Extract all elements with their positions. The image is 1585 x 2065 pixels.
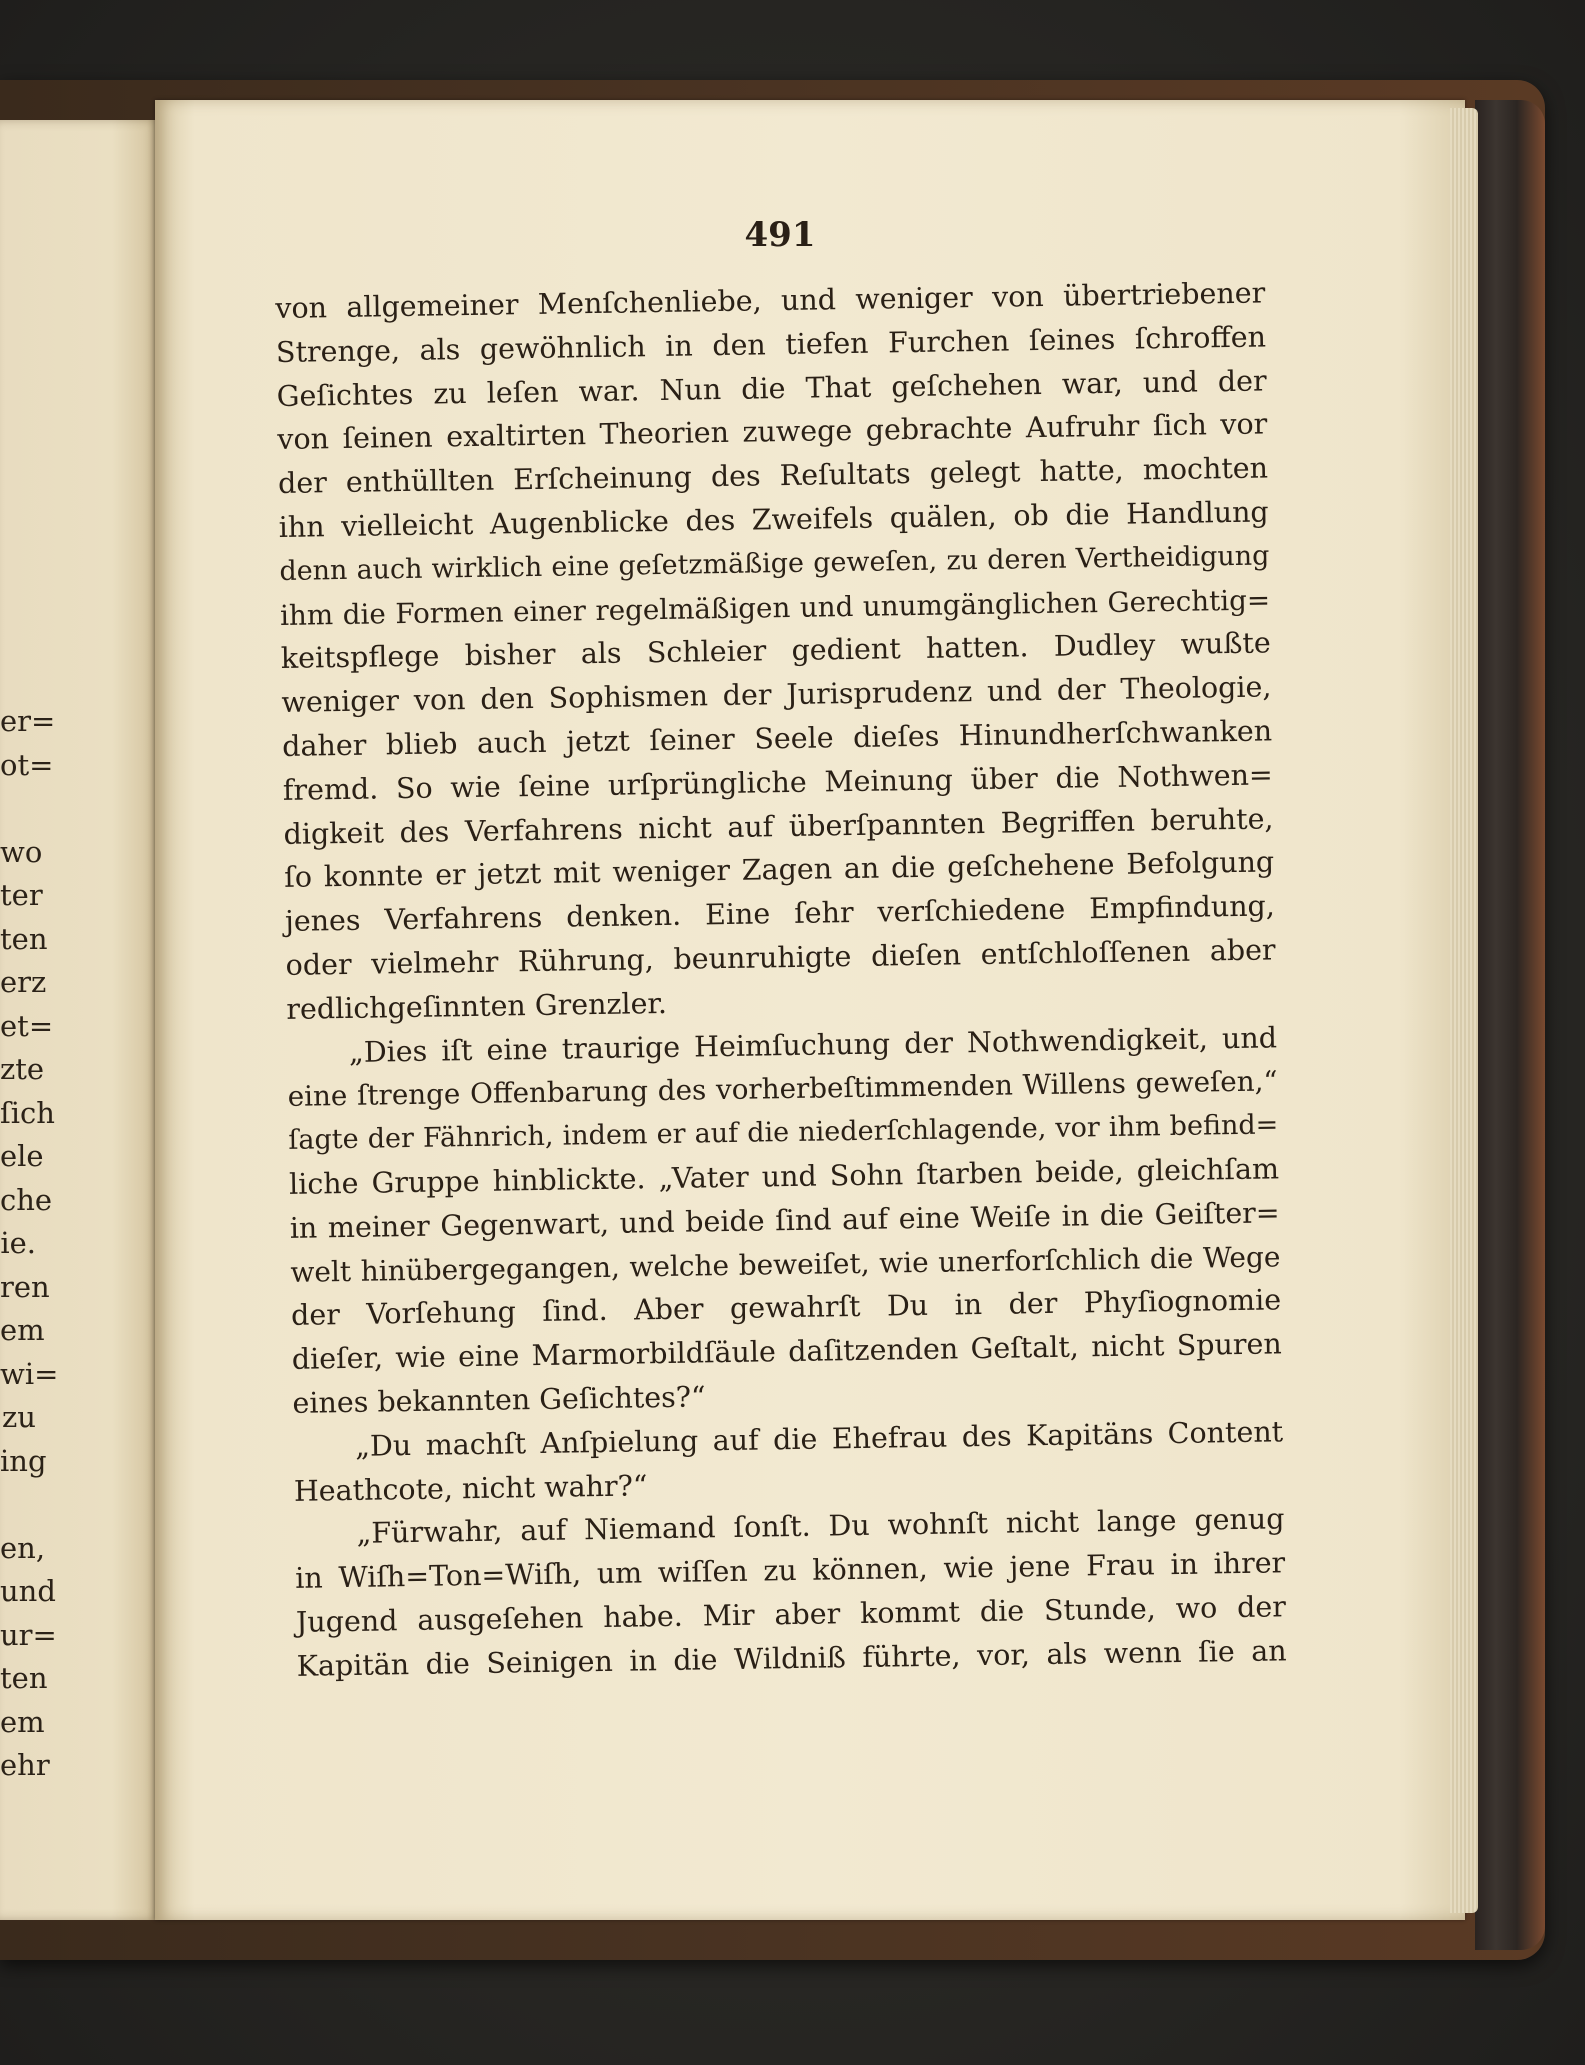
left-page-fragment: zu [2,1400,36,1434]
left-page [0,120,160,1920]
left-page-fragment: und [0,1574,56,1608]
text-line: der enthüllten Erſcheinung des Reſultats gelegt hatte, mochten [277,451,1269,501]
text-line: Kapitän die Seinigen in die Wildniß führte, vor, als wenn ſie an [296,1633,1287,1683]
book-cover-edge [1475,100,1545,1950]
text-line: jenes Verfahrens denken. Eine ſehr verſchiedene Empfindung, [284,889,1276,939]
text-line: Geſichtes zu leſen war. Nun die That geſchehen war, und der [276,364,1267,413]
left-page-fragment: erz [0,965,47,999]
left-page-fragment: ur= [0,1617,57,1652]
text-line: dieſer, wie eine Marmorbildſäule daſitzenden Geſtalt, nicht Spuren [291,1327,1282,1376]
left-page-text-fragments [0,700,150,1788]
text-line: redlichgeſinnten Grenzler. [286,986,668,1026]
left-page-fragment: ele [0,1139,44,1173]
text-line: digkeit des Verfahrens nicht auf überſpannten Begriffen beruhte, [283,801,1274,851]
text-line: Strenge, als gewöhnlich in den tiefen Furchen ſeines ſchroffen [275,320,1267,369]
page-stack-edge [1450,108,1478,1913]
page-number: 491 [744,215,816,255]
left-page-fragment: ehr [0,1748,50,1782]
left-page-fragment [0,787,150,831]
text-line: „Dies iſt eine traurige Heimſuchung der Nothwendigkeit, und [348,1020,1278,1069]
text-line: der Vorſehung ſind. Aber gewahrſt Du in der Phyſiognomie [290,1283,1282,1333]
left-page-fragment: ot= [0,747,54,782]
text-line: keitspflege bisher als Schleier gedient hatten. Dudley wußte [280,626,1271,676]
text-line: eines bekannten Geſichtes?“ [292,1380,706,1420]
text-line: „Du machſt Anſpielung auf die Ehefrau des Kapitäns Content [354,1415,1284,1463]
left-page-fragment: ten [0,1661,48,1695]
text-line: von ſeinen exaltirten Theorien zuwege gebrachte Aufruhr ſich vor [277,407,1268,457]
left-page-fragment: er= [0,704,56,738]
left-page-fragment: zte [0,1052,45,1086]
text-line: Heathcote, nicht wahr?“ [293,1468,648,1508]
left-page-fragment: en, [0,1530,46,1565]
left-page-fragment: ter [0,878,43,912]
left-page-fragment: et= [0,1008,54,1043]
text-line: in meiner Gegenwart, und beide ſind auf eine Weiſe in die Geiſter= [289,1196,1280,1245]
left-page-fragment: wi= [0,1356,59,1391]
left-page-fragment: em [0,1704,45,1739]
text-line: welt hinübergegangen, welche beweiſet, wie unerforſchlich die Wege [290,1239,1281,1289]
text-line: Jugend ausgeſehen habe. Mir aber kommt die Stunde, wo der [295,1590,1287,1639]
left-page-fragment: ren [0,1269,50,1304]
left-page-fragment [0,1483,150,1527]
text-line: ſo konnte er jetzt mit weniger Zagen an die geſchehene Befolgung [284,845,1275,895]
text-line: weniger von den Sophismen der Jurisprudenz und der Theologie, [281,670,1272,720]
text-line: fremd. So wie ſeine urſprüngliche Meinung über die Nothwen= [282,758,1274,807]
text-line: „Fürwahr, auf Niemand ſonſt. Du wohnſt nicht lange genug [356,1502,1285,1551]
text-line: daher blieb auch jetzt ſeiner Seele dieſes Hinundherſchwanken [281,714,1273,763]
text-line: denn auch wirklich eine geſetzmäßige geweſen, zu deren Vertheidigung [279,540,1270,587]
left-page-fragment: wo [0,834,43,869]
text-line: oder vielmehr Rührung, beunruhigte dieſen entſchloſſenen aber [285,933,1276,982]
text-line: ihm die Formen einer regelmäßigen und unumgänglichen Gerechtig= [279,582,1271,632]
text-line: ihn vielleicht Augenblicke des Zweifels quälen, ob die Handlung [278,495,1269,544]
left-page-fragment: ten [0,921,48,956]
left-page-fragment: em [0,1313,45,1347]
text-line: eine ſtrenge Offenbarung des vorherbeſtimmenden Willens geweſen,“ [287,1064,1278,1114]
text-line: ſagte der Fähnrich, indem er auf die niederſchlagende, vor ihm befind= [288,1109,1279,1157]
left-page-fragment: che [0,1182,53,1217]
text-line: liche Gruppe hinblickte. „Vater und Sohn ſtarben beide, gleichſam [288,1152,1280,1201]
body-text [275,271,1287,1688]
left-page-fragment: ing [0,1443,47,1478]
left-page-fragment: ſich [0,1095,55,1130]
text-line: von allgemeiner Menſchenliebe, und weniger von übertriebener [275,276,1266,325]
left-page-fragment: ie. [0,1226,36,1260]
text-line: in Wiſh=Ton=Wiſh, um wiſſen zu können, wie jene Frau in ihrer [295,1546,1286,1595]
